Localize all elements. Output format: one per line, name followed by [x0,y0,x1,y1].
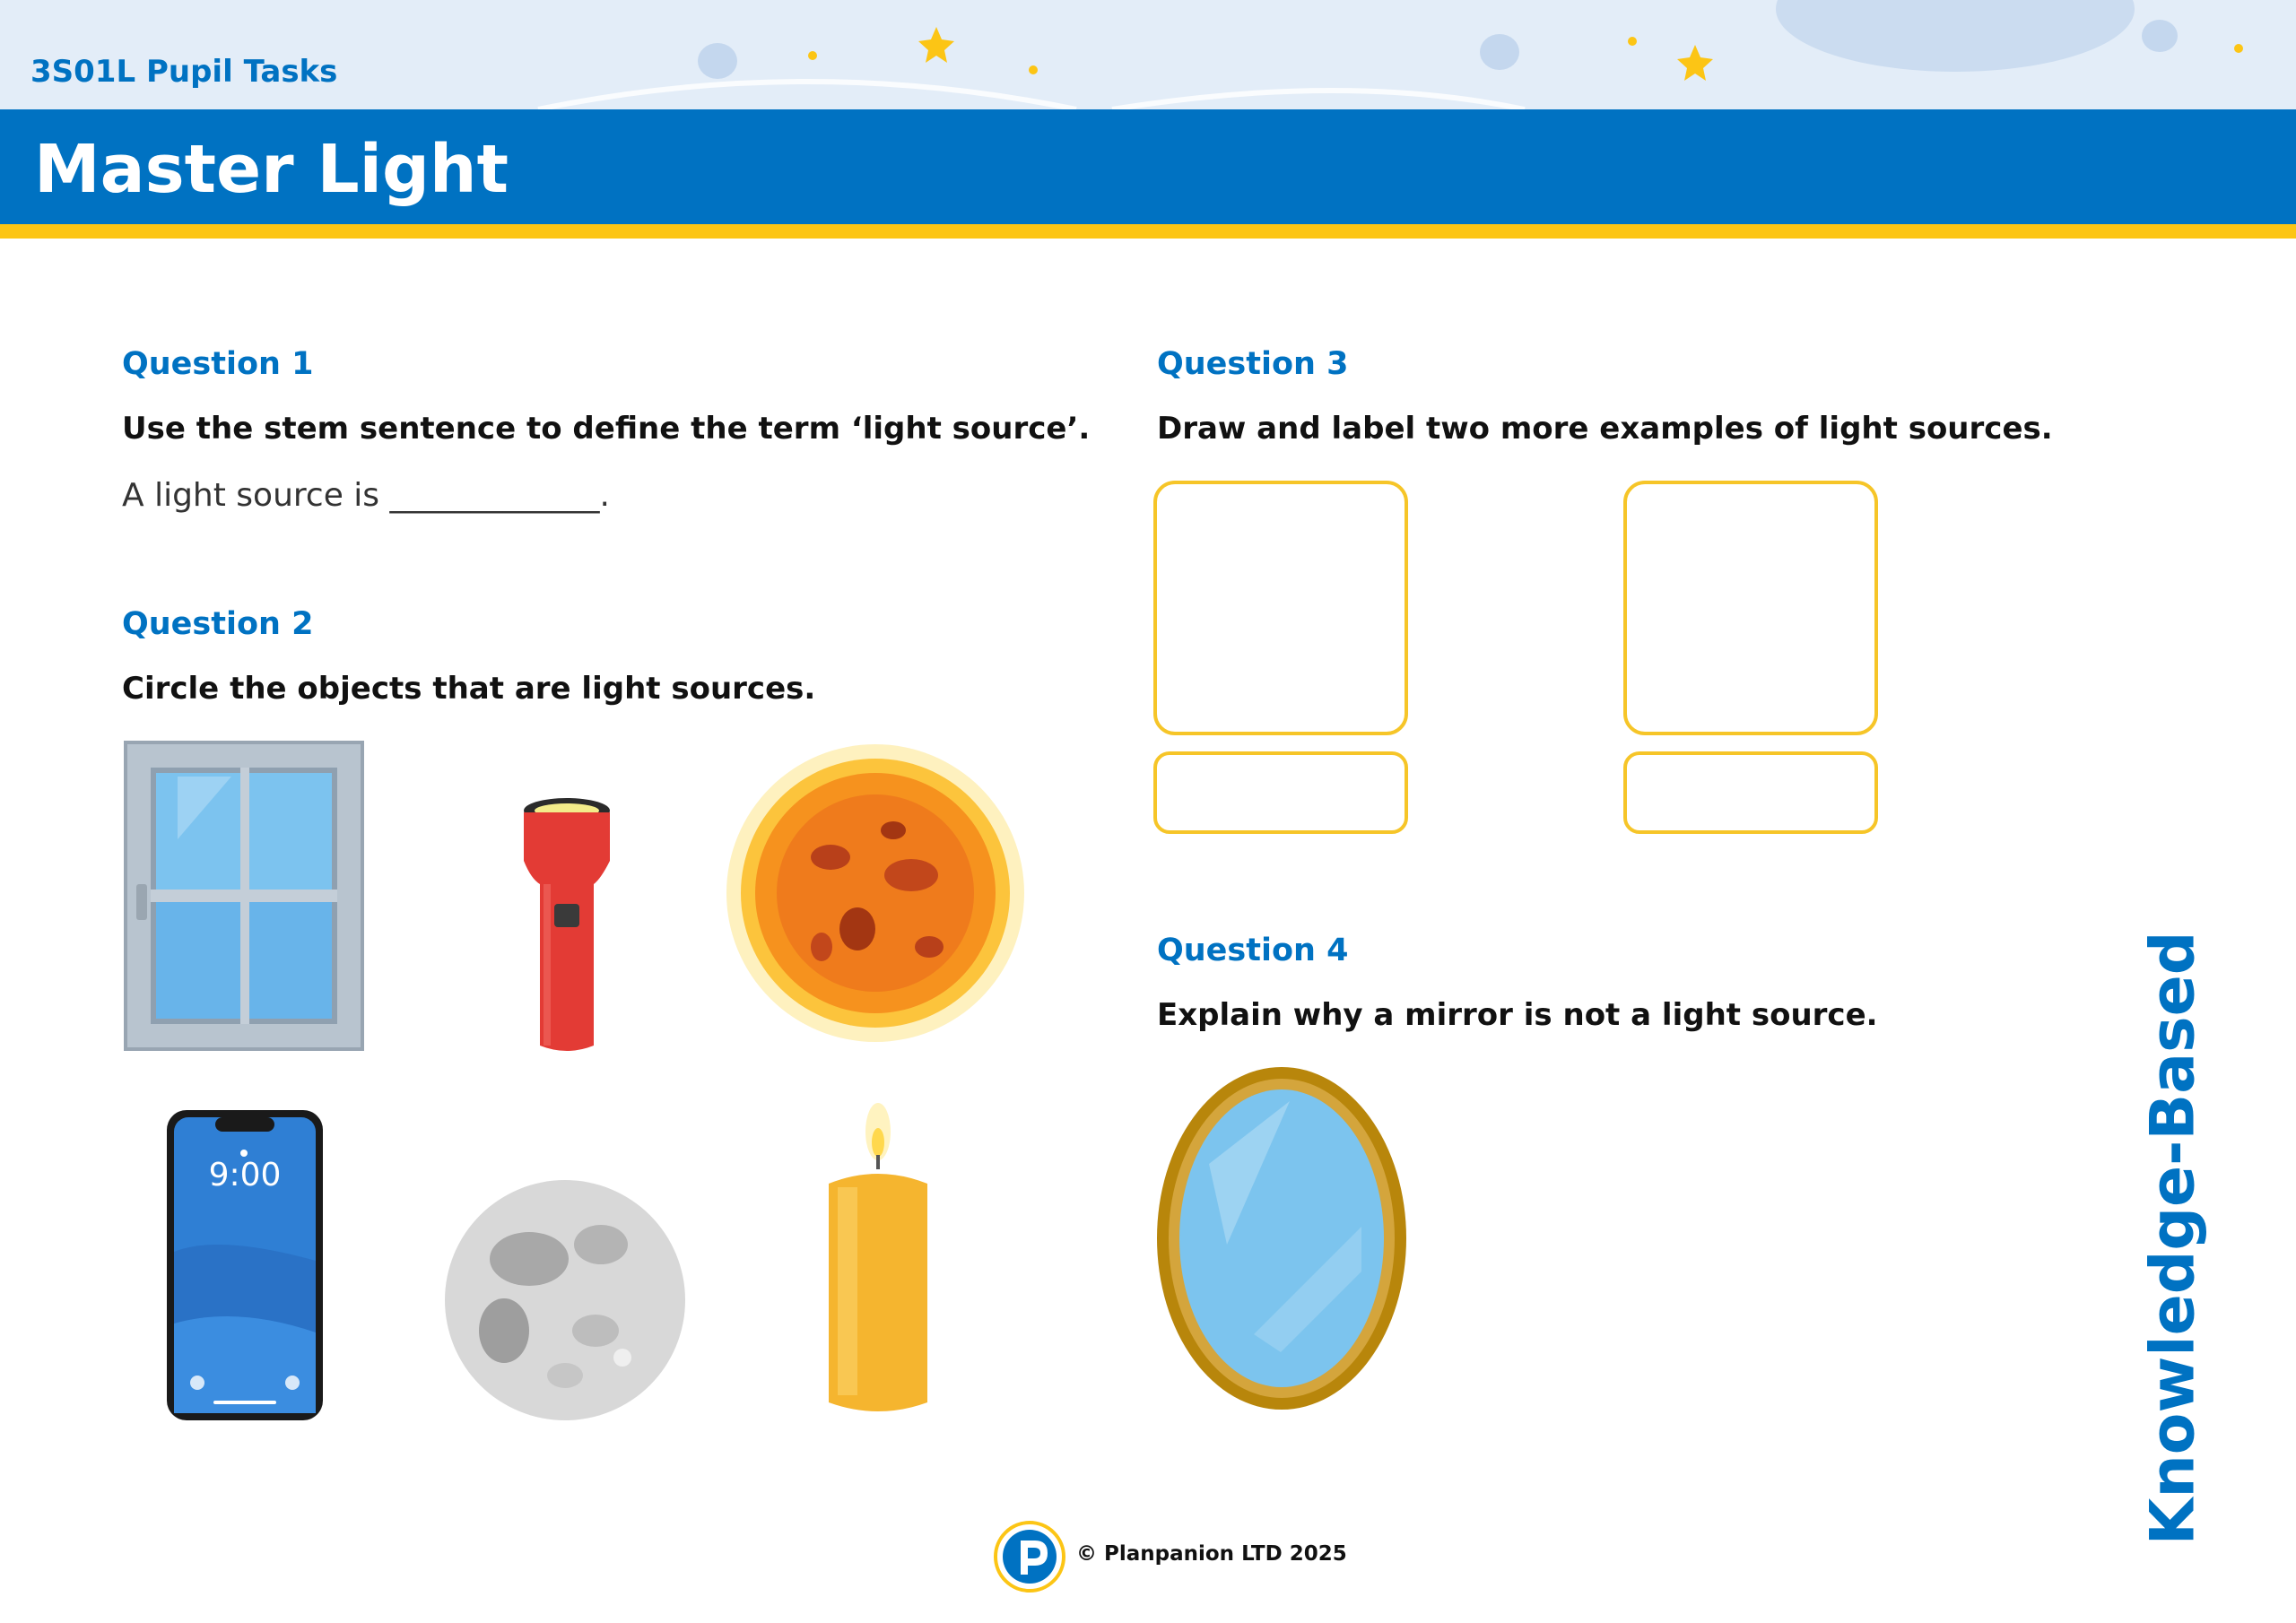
worksheet-code: 3S01L Pupil Tasks [30,54,338,90]
planpanion-logo-icon [992,1519,1067,1594]
side-label [2106,931,2240,1546]
mirror-picture [1155,1065,1408,1411]
question-1-prompt: Use the stem sentence to define the term ‘light source’. [122,411,1091,447]
question-1-heading: Question 1 [122,346,314,382]
drawing-box-2[interactable] [1623,481,1878,735]
drawing-box-1[interactable] [1153,481,1408,735]
phone-picture[interactable] [165,1108,325,1422]
title-underline [0,224,2296,239]
side-label-text: Knowledge-Based [2137,931,2209,1546]
question-4-heading: Question 4 [1157,933,1349,968]
phone-clock: 9:00 [208,1157,282,1193]
question-2-heading: Question 2 [122,606,314,642]
title-bar [0,109,2296,224]
page-title: Master Light [34,131,509,208]
label-box-2[interactable] [1623,751,1878,834]
question-3-heading: Question 3 [1157,346,1349,382]
question-1-stem: A light source is _____________. [122,477,610,514]
candle-picture[interactable] [822,1101,935,1417]
question-4-prompt: Explain why a mirror is not a light source. [1157,997,1878,1033]
label-box-1[interactable] [1153,751,1408,834]
torch-picture[interactable] [518,798,615,1053]
copyright-text: © Planpanion LTD 2025 [1076,1542,1347,1566]
footer [992,1519,1351,1594]
question-3-prompt: Draw and label two more examples of light sources. [1157,411,2053,447]
question-2-prompt: Circle the objects that are light sources. [122,671,816,707]
moon-picture[interactable] [443,1178,687,1422]
window-picture[interactable] [124,741,364,1051]
header-decoration [0,0,2296,109]
sun-picture[interactable] [723,741,1028,1046]
